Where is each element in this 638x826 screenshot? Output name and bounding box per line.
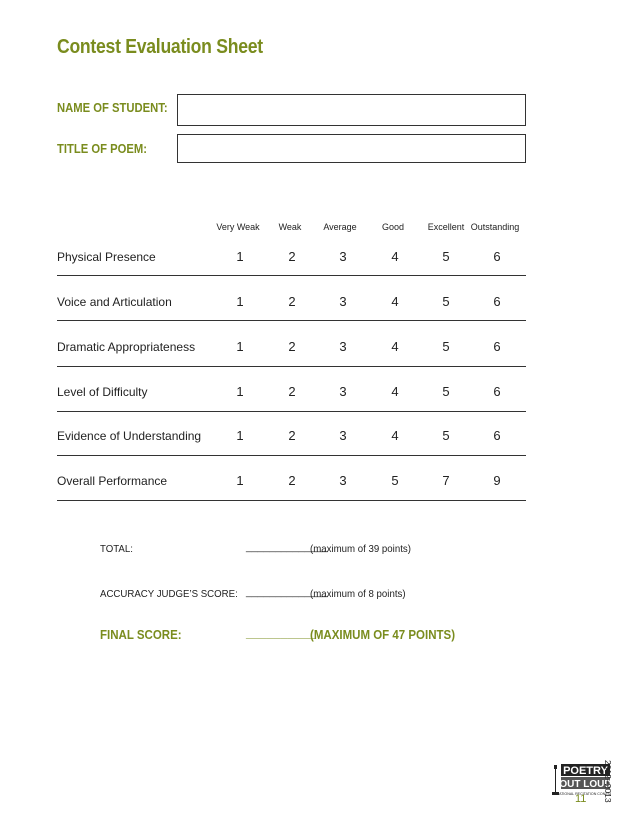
row-label-physical-presence: Physical Presence — [57, 250, 156, 264]
score-cell[interactable]: 1 — [236, 294, 244, 309]
student-name-label: NAME OF STUDENT: — [57, 101, 168, 115]
row-divider — [57, 455, 526, 456]
score-cell[interactable]: 6 — [493, 428, 501, 443]
row-divider — [57, 411, 526, 412]
column-header-good: Good — [381, 222, 405, 232]
score-cell[interactable]: 9 — [493, 473, 501, 488]
score-cell[interactable]: 1 — [236, 249, 244, 264]
score-cell[interactable]: 4 — [391, 294, 399, 309]
logo-text-line2: OUT LOUD — [559, 779, 611, 790]
column-header-very-weak: Very Weak — [216, 222, 260, 232]
score-cell[interactable]: 2 — [288, 473, 296, 488]
score-cell[interactable]: 1 — [236, 428, 244, 443]
score-cell[interactable]: 3 — [339, 339, 347, 354]
row-label-voice-articulation: Voice and Articulation — [57, 295, 172, 309]
logo-text-line3: NATIONAL RECITATION CONTEST — [556, 792, 611, 796]
score-cell[interactable]: 5 — [442, 428, 450, 443]
score-cell[interactable]: 4 — [391, 249, 399, 264]
final-score-label: FINAL SCORE: — [100, 628, 182, 642]
score-cell[interactable]: 2 — [288, 339, 296, 354]
score-cell[interactable]: 6 — [493, 339, 501, 354]
column-header-outstanding: Outstanding — [470, 222, 520, 232]
score-cell[interactable]: 1 — [236, 339, 244, 354]
score-cell[interactable]: 6 — [493, 384, 501, 399]
poem-title-label: TITLE OF POEM: — [57, 142, 147, 156]
score-cell[interactable]: 4 — [391, 339, 399, 354]
total-label: TOTAL: — [100, 543, 133, 555]
score-cell[interactable]: 5 — [442, 294, 450, 309]
score-cell[interactable]: 1 — [236, 384, 244, 399]
row-divider — [57, 275, 526, 276]
final-score-blank[interactable]: __________ — [246, 626, 316, 640]
accuracy-max-note: (maximum of 8 points) — [310, 588, 406, 600]
score-cell[interactable]: 3 — [339, 294, 347, 309]
row-label-dramatic-appropriateness: Dramatic Appropriateness — [57, 340, 196, 354]
score-cell[interactable]: 4 — [391, 384, 399, 399]
year-label: 2012–2013 — [603, 760, 613, 803]
score-cell[interactable]: 6 — [493, 294, 501, 309]
score-cell[interactable]: 5 — [442, 384, 450, 399]
column-header-average: Average — [323, 222, 357, 232]
row-divider — [57, 500, 526, 501]
page-number: 11 — [575, 793, 587, 805]
score-cell[interactable]: 3 — [339, 473, 347, 488]
page-title: Contest Evaluation Sheet — [57, 36, 263, 58]
row-divider — [57, 320, 526, 321]
total-max-note: (maximum of 39 points) — [310, 543, 411, 555]
score-cell[interactable]: 5 — [442, 249, 450, 264]
total-blank[interactable]: ______________ — [246, 541, 328, 553]
student-name-field[interactable] — [177, 94, 526, 126]
score-cell[interactable]: 3 — [339, 384, 347, 399]
score-cell[interactable]: 6 — [493, 249, 501, 264]
poem-title-field[interactable] — [177, 134, 526, 163]
score-cell[interactable]: 3 — [339, 249, 347, 264]
logo-text-line1: POETRY — [563, 765, 608, 777]
score-cell[interactable]: 2 — [288, 428, 296, 443]
poetry-out-loud-logo — [549, 763, 611, 797]
score-cell[interactable]: 4 — [391, 428, 399, 443]
column-header-weak: Weak — [278, 222, 302, 232]
score-cell[interactable]: 2 — [288, 249, 296, 264]
score-cell[interactable]: 5 — [442, 339, 450, 354]
accuracy-score-blank[interactable]: ______________ — [246, 586, 328, 598]
row-label-evidence-of-understanding: Evidence of Understanding — [57, 429, 202, 443]
final-max-note: (MAXIMUM OF 47 POINTS) — [310, 628, 456, 642]
row-divider — [57, 366, 526, 367]
score-cell[interactable]: 2 — [288, 384, 296, 399]
score-cell[interactable]: 5 — [391, 473, 399, 488]
column-header-excellent: Excellent — [427, 222, 465, 232]
score-cell[interactable]: 3 — [339, 428, 347, 443]
score-cell[interactable]: 7 — [442, 473, 450, 488]
accuracy-score-label: ACCURACY JUDGE’S SCORE: — [100, 588, 238, 600]
score-cell[interactable]: 1 — [236, 473, 244, 488]
row-label-level-of-difficulty: Level of Difficulty — [57, 385, 148, 399]
score-cell[interactable]: 2 — [288, 294, 296, 309]
row-label-overall-performance: Overall Performance — [57, 474, 168, 488]
